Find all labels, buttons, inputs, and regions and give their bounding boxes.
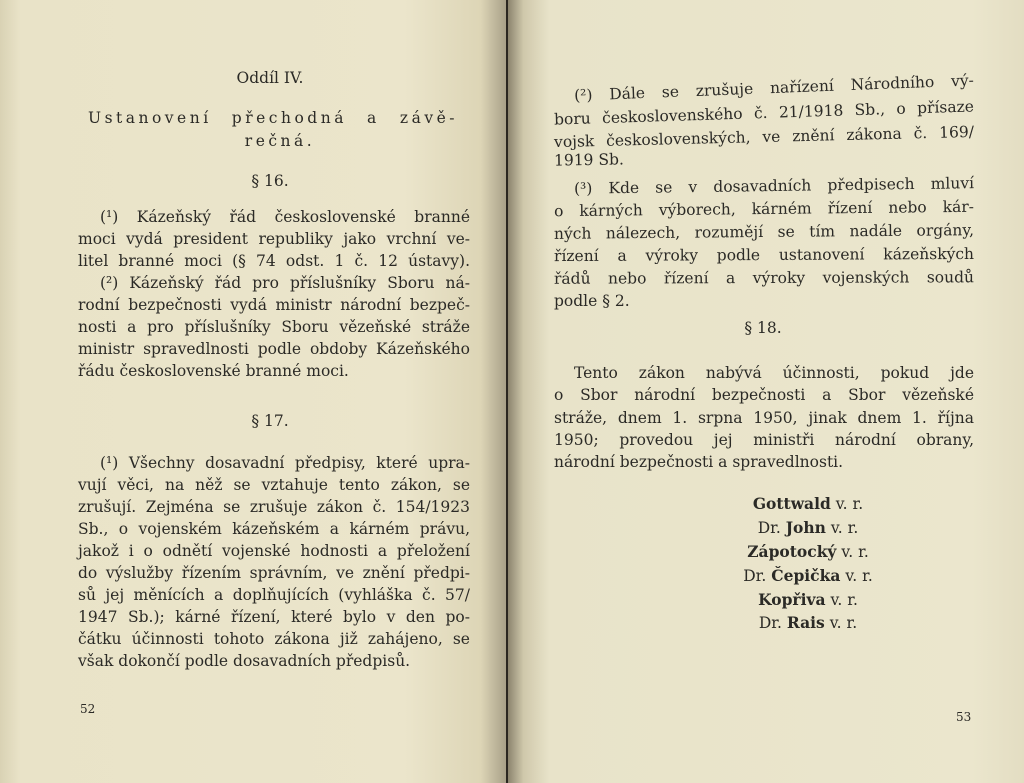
text-line: do výslužby řízením správním, ve znění předpi-	[78, 564, 470, 582]
text-line: (²) Dále se zrušuje nařízení Národního vý-	[573, 71, 975, 105]
signature-name: John	[785, 518, 826, 537]
signature	[658, 518, 958, 537]
text-line: řízení a výroky podle ustanovení kázeňských	[553, 244, 975, 266]
text-line: 1919 Sb.	[553, 150, 624, 170]
signature-suffix: v. r.	[835, 495, 864, 513]
text-line: boru československého č. 21/1918 Sb., o přísaze	[553, 97, 975, 129]
text-line: o Sbor národní bezpečnosti a Sbor vězeňské	[554, 386, 974, 404]
text-line: zrušují. Zejména se zrušuje zákon č. 154/1923	[78, 498, 470, 516]
signature-title: Dr.	[743, 567, 767, 585]
section-heading-line: Ustanovení přechodná a závě-	[88, 109, 458, 127]
text-line: Tento zákon nabývá účinnosti, pokud jde	[574, 364, 974, 382]
signature-name: Čepička	[771, 566, 841, 585]
signature	[658, 613, 958, 632]
text-line: však dokončí podle dosavadních předpisů.	[78, 652, 411, 670]
signature	[658, 590, 958, 609]
page-number: 53	[956, 710, 972, 724]
text-line: litel branné moci (§ 74 odst. 1 č. 12 ústavy).	[78, 252, 470, 270]
text-line: podle § 2.	[554, 292, 630, 310]
signature-name: Kopřiva	[758, 590, 826, 609]
text-line: (²) Kázeňský řád pro příslušníky Sboru ná-	[100, 274, 470, 292]
text-line: sů jej měnících a doplňujících (vyhláška č. 57/	[78, 586, 470, 604]
text-line: moci vydá president republiky jako vrchní ve-	[78, 230, 470, 248]
text-line: nosti a pro příslušníky Sboru vězeňské stráže	[78, 318, 470, 336]
text-line: Sb., o vojenském kázeňském a kárném právu,	[78, 520, 470, 538]
signature	[658, 566, 958, 585]
text-line: ných nálezech, rozumějí se tím nadále orgány,	[553, 221, 975, 243]
paragraph-heading: § 16.	[251, 172, 289, 190]
text-line: ministr spravedlnosti podle obdoby Kázeňského	[78, 340, 470, 358]
signature-name: Rais	[786, 613, 825, 632]
text-line: vojsk československých, ve znění zákona č. 169/	[553, 122, 975, 152]
section-heading-line: rečná.	[244, 132, 316, 150]
paragraph-heading: § 18.	[744, 319, 782, 337]
signature-suffix: v. r.	[829, 614, 858, 632]
signature-suffix: v. r.	[830, 519, 859, 537]
text-line: (¹) Všechny dosavadní předpisy, které upra-	[100, 454, 470, 472]
text-line: 1947 Sb.); kárné řízení, které bylo v den po-	[78, 608, 470, 626]
text-line: jakož i o odnětí vojenské hodnosti a přeložení	[78, 542, 470, 560]
text-line: vují věci, na něž se vztahuje tento zákon, se	[78, 476, 470, 494]
right-page	[508, 0, 1024, 783]
text-line: (³) Kde se v dosavadních předpisech mluví	[573, 174, 975, 198]
text-line: o kárných výborech, kárném řízení nebo kár-	[553, 197, 975, 221]
signature	[658, 494, 958, 513]
signature-suffix: v. r.	[841, 543, 869, 561]
paragraph-heading: § 17.	[251, 412, 289, 430]
section-title: Oddíl IV.	[236, 69, 304, 87]
text-line: řádu československé branné moci.	[78, 362, 349, 380]
text-line: stráže, dnem 1. srpna 1950, jinak dnem 1. října	[554, 409, 974, 427]
signature-suffix: v. r.	[845, 567, 873, 585]
signature-title: Dr.	[757, 519, 781, 537]
page-number: 52	[80, 702, 96, 716]
signature-suffix: v. r.	[830, 591, 858, 609]
signature-name: Zápotocký	[747, 542, 837, 561]
text-line: národní bezpečnosti a spravedlnosti.	[554, 453, 844, 471]
text-line: 1950; provedou jej ministři národní obrany,	[554, 431, 974, 449]
signature	[658, 542, 958, 561]
text-line: řádů nebo řízení a výroky vojenských soudů	[553, 268, 975, 288]
signature-name: Gottwald	[752, 494, 831, 513]
text-line: rodní bezpečnosti vydá ministr národní bezpeč-	[78, 296, 470, 314]
text-line: (¹) Kázeňský řád československé branné	[100, 208, 470, 226]
signature-title: Dr.	[758, 614, 782, 632]
text-line: čátku účinnosti tohoto zákona již zahájeno, se	[78, 630, 470, 648]
left-page	[0, 0, 506, 783]
